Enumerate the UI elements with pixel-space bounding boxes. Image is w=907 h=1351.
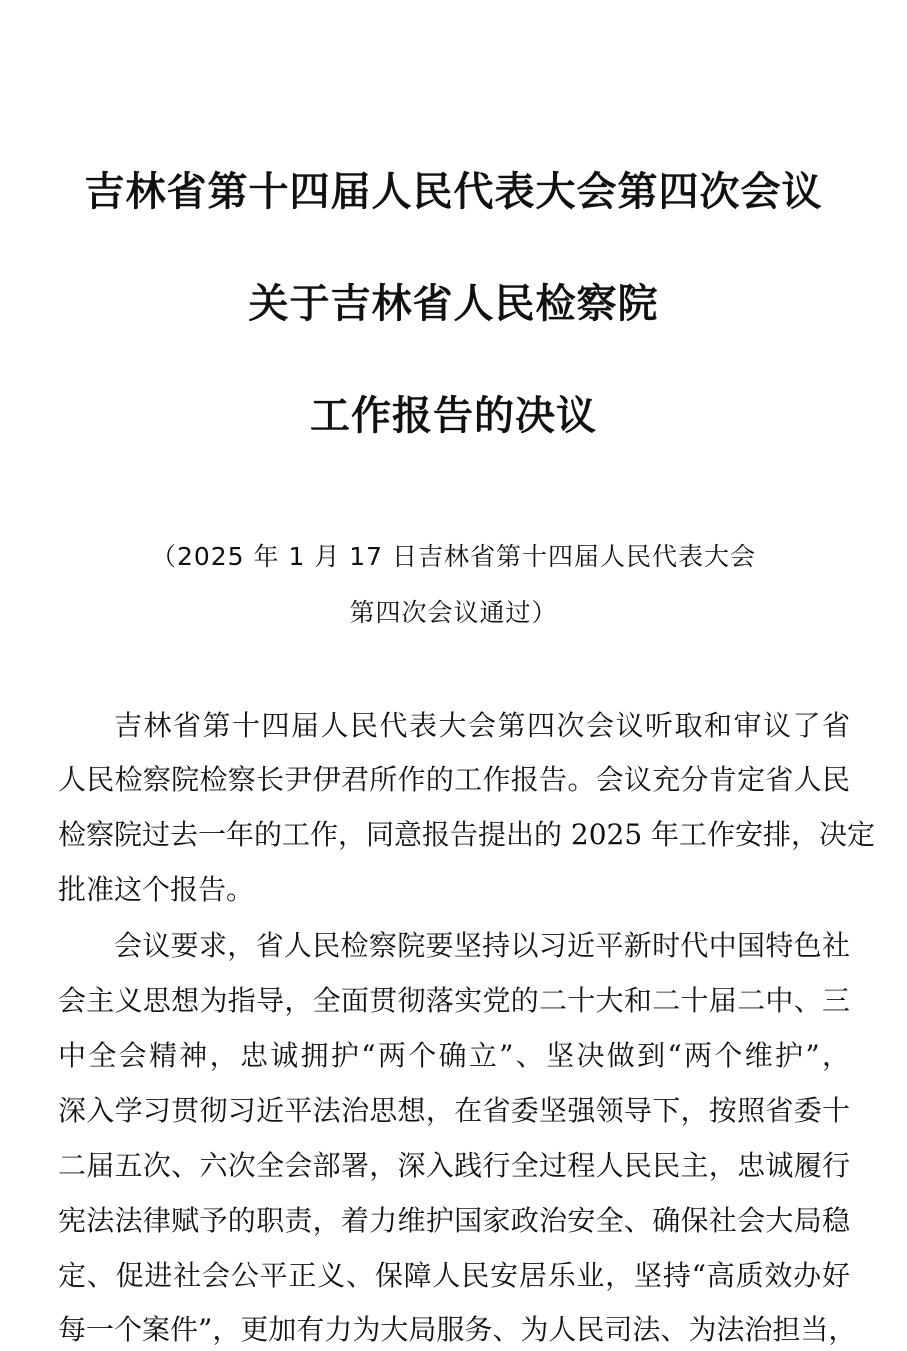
body-line: 宪法法律赋予的职责，着力维护国家政治安全、确保社会大局稳 — [58, 1204, 850, 1237]
body-line: 中全会精神，忠诚拥护“两个确立”、坚决做到“两个维护”， — [58, 1039, 850, 1072]
body-line: 吉林省第十四届人民代表大会第四次会议听取和审议了省 — [114, 709, 850, 742]
title-line-1: 吉林省第十四届人民代表大会第四次会议 — [84, 168, 823, 215]
body-line: 批准这个报告。 — [58, 873, 255, 906]
title-line-3: 工作报告的决议 — [310, 392, 597, 439]
subtitle-line-1: （2025 年 1 月 17 日吉林省第十四届人民代表大会 — [150, 542, 757, 571]
body-line: 会主义思想为指导，全面贯彻落实党的二十大和二十届二中、三 — [58, 984, 850, 1017]
title-line-2: 关于吉林省人民检察院 — [248, 280, 659, 327]
body-line: 人民检察院检察长尹伊君所作的工作报告。会议充分肯定省人民 — [58, 763, 850, 796]
body-line: 每一个案件”，更加有力为大局服务、为人民司法、为法治担当， — [58, 1313, 857, 1346]
body-line: 会议要求，省人民检察院要坚持以习近平新时代中国特色社 — [114, 929, 850, 962]
subtitle-line-2: 第四次会议通过） — [349, 598, 558, 627]
body-line: 深入学习贯彻习近平法治思想，在省委坚强领导下，按照省委十 — [58, 1094, 850, 1127]
body-line: 二届五次、六次全会部署，深入践行全过程人民民主，忠诚履行 — [58, 1149, 850, 1182]
body-line: 定、促进社会公平正义、保障人民安居乐业，坚持“高质效办好 — [58, 1259, 850, 1292]
body-line: 检察院过去一年的工作，同意报告提出的 2025 年工作安排，决定 — [58, 818, 876, 851]
